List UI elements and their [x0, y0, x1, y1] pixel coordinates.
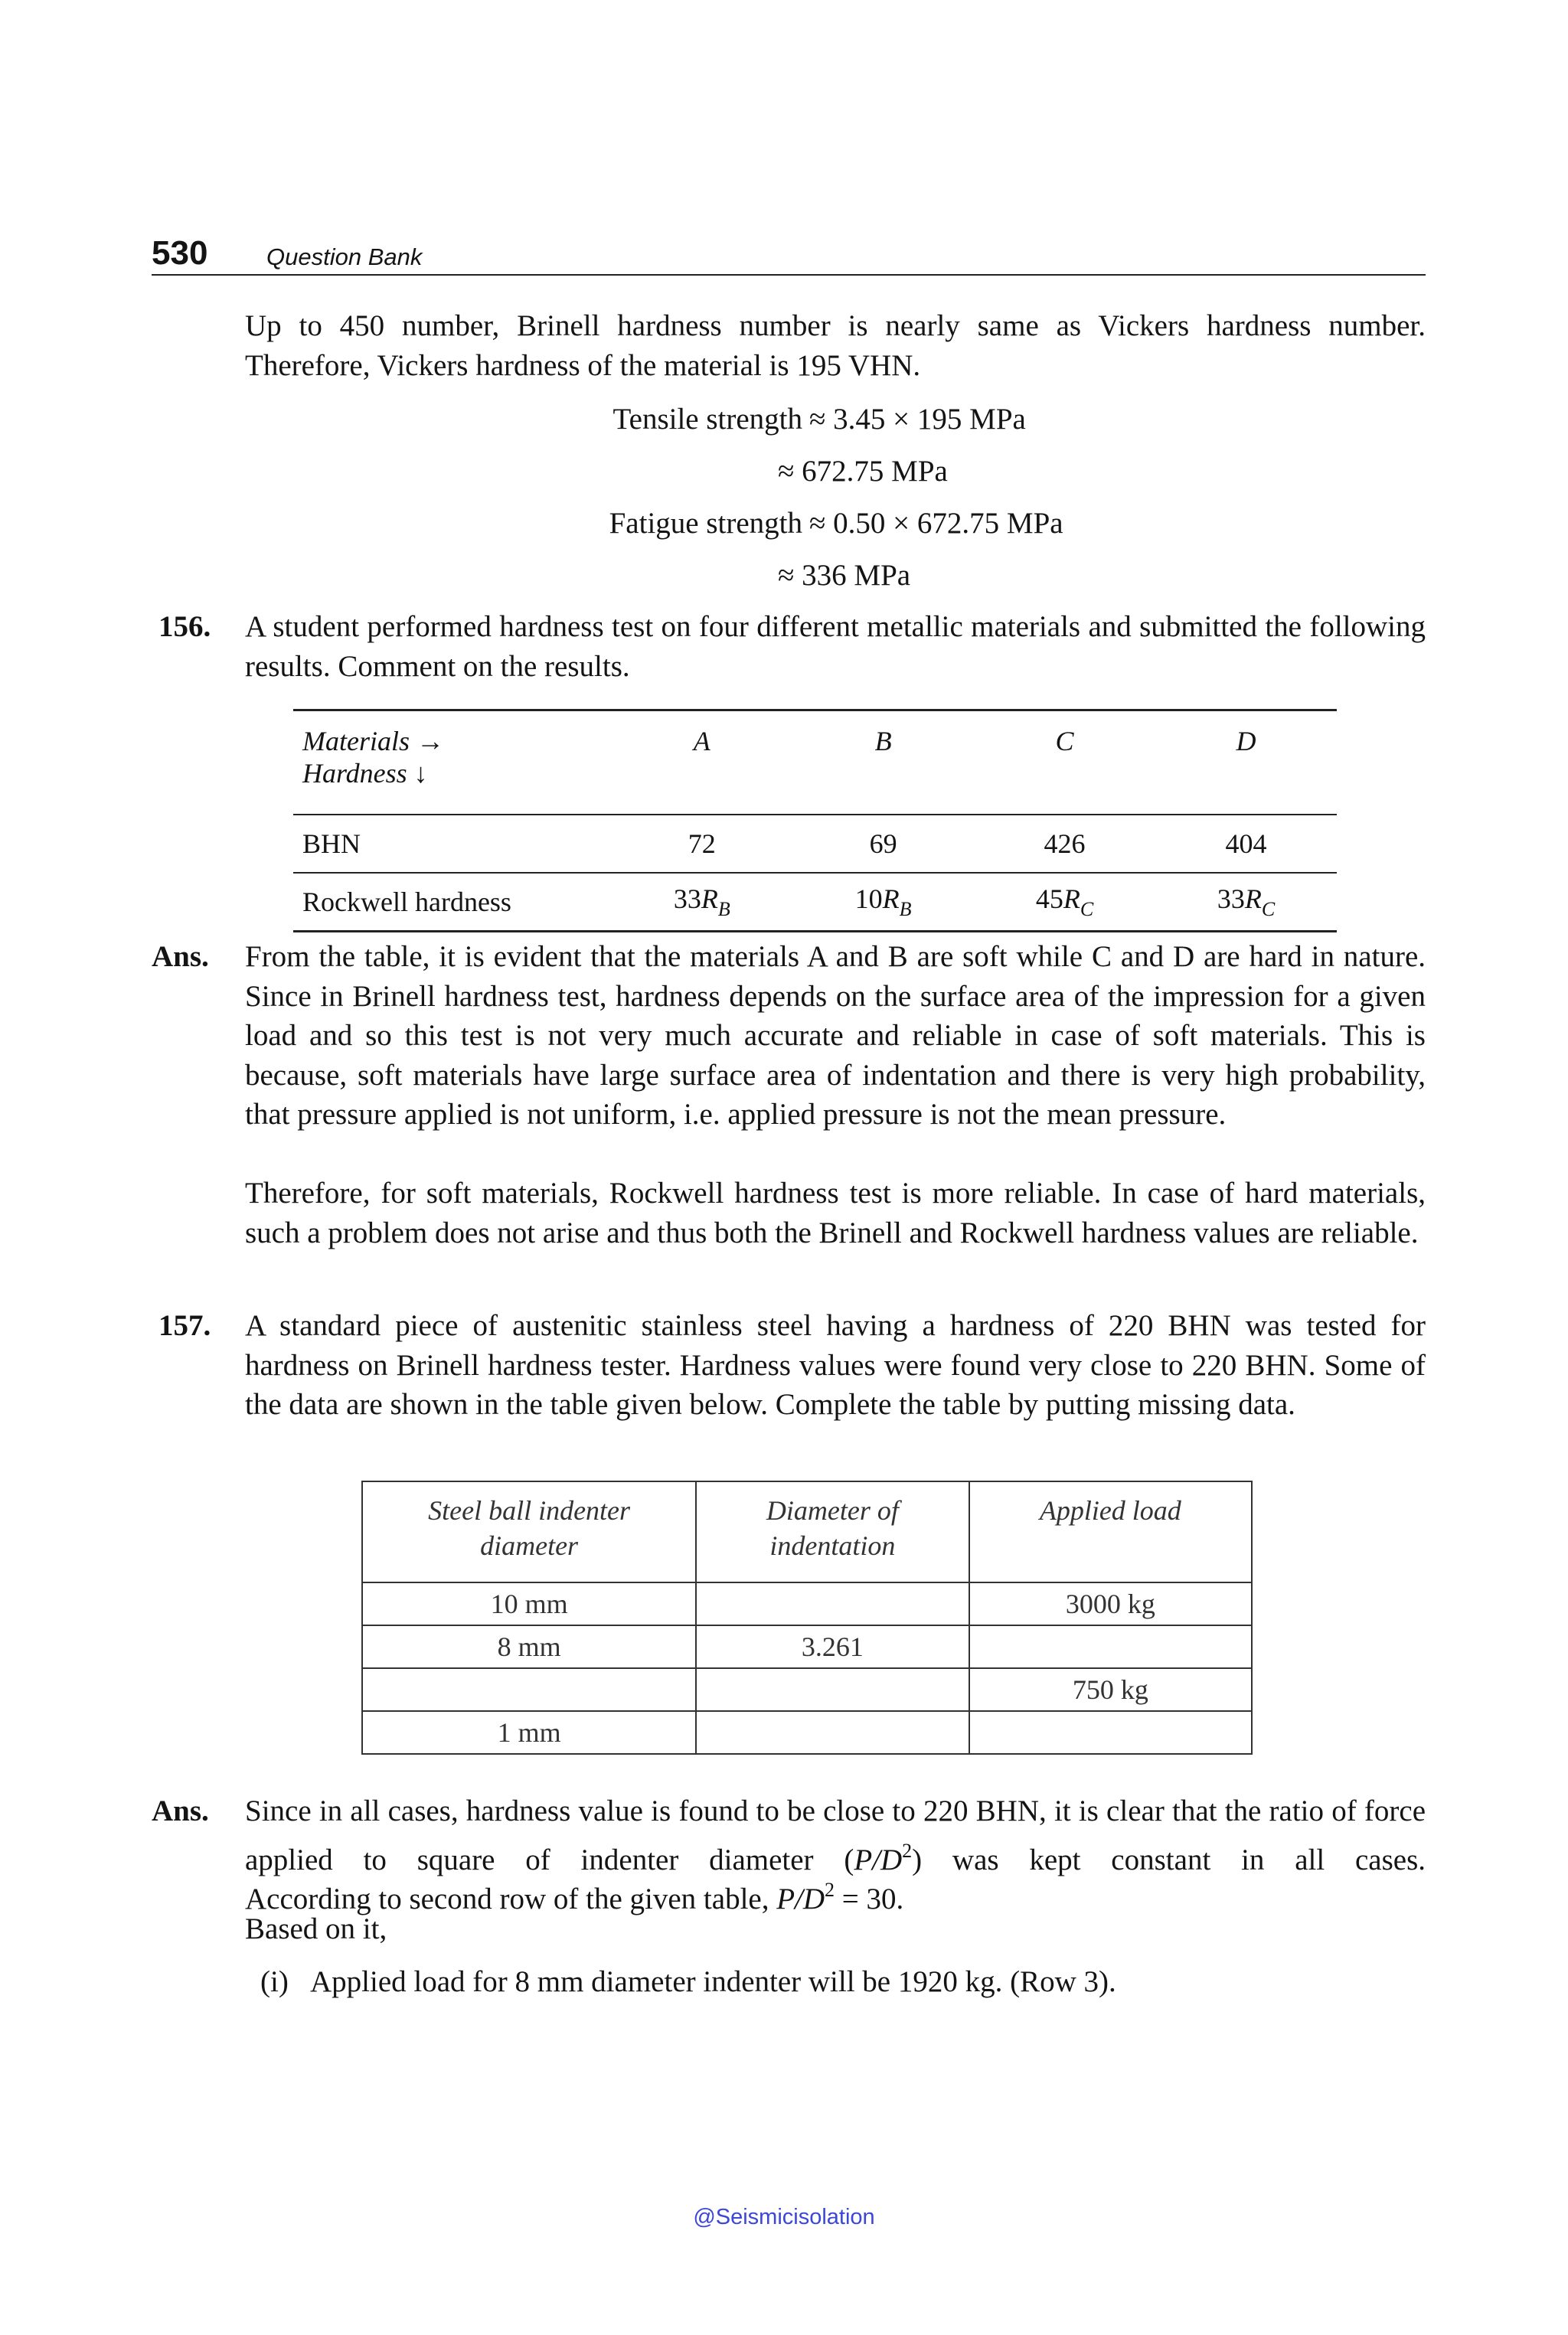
eq-tensile-lhs: Tensile strength — [612, 403, 802, 436]
answer-157-p1-pd: P/D — [854, 1843, 903, 1876]
header-indentation-line1: Diameter of — [766, 1495, 899, 1526]
row1-indenter: 10 mm — [362, 1582, 696, 1625]
page-number: 530 — [152, 234, 208, 272]
rockwell-d-value: 33 — [1217, 883, 1245, 914]
bhn-a: 72 — [611, 815, 792, 873]
bhn-c: 426 — [974, 815, 1155, 873]
answer-156-label: Ans. — [152, 940, 209, 973]
answer-156-paragraph-2: Therefore, for soft materials, Rockwell hardness test is more reliable. In case of hard materials, such a problem does not arise and thus both the Brinell and Rockwell hardness values are reliable. — [245, 1177, 1426, 1249]
eq-fatigue-rhs: ≈ 0.50 × 672.75 MPa — [809, 507, 1063, 540]
rockwell-b-value: 10 — [854, 883, 883, 914]
corner-materials: Materials → — [302, 726, 444, 756]
answer-157-p2-start: According to second row of the given table, — [245, 1883, 777, 1915]
table-row-bhn — [293, 815, 1337, 873]
rockwell-a — [611, 873, 792, 932]
intro-paragraph: Up to 450 number, Brinell hardness number is nearly same as Vickers hardness number. Therefore, Vickers hardness of the material is 195 VHN. — [245, 309, 1426, 382]
rockwell-c — [974, 873, 1155, 932]
row3-load: 750 kg — [969, 1668, 1252, 1711]
eq-fatigue-result: ≈ 336 MPa — [778, 559, 911, 592]
rockwell-a-value: 33 — [673, 883, 701, 914]
corner-hardness: Hardness ↓ — [302, 758, 428, 789]
rockwell-d-scale: C — [1261, 898, 1276, 920]
eq-fatigue-lhs: Fatigue strength — [609, 507, 802, 540]
brinell-header-row — [362, 1481, 1252, 1582]
hardness-results-table — [293, 709, 1337, 932]
rockwell-c-value: 45 — [1035, 883, 1063, 914]
answer-157-p1-start: Since in all cases, hardness value is found to be close to 220 BHN, it is clear that the ratio of force applied to square of indenter diameter ( — [245, 1795, 1426, 1876]
question-157-text: A standard piece of austenitic stainless steel having a hardness of 220 BHN was tested for hardness on Brinell hardness tester. Hardness values were found very close to 220 BHN. Some of the data are shown in the table given below. Complete the table by putting missing data. — [245, 1309, 1426, 1421]
rockwell-d-symbol: R — [1244, 883, 1262, 914]
col-header-a: A — [611, 710, 792, 815]
question-156-number: 156. — [158, 610, 211, 643]
answer-157-p1-end: ) was kept constant in all cases. — [912, 1843, 1426, 1876]
col-header-d: D — [1155, 710, 1337, 815]
brinell-row-4 — [362, 1711, 1252, 1754]
answer-157-item-i-text: Applied load for 8 mm diameter indenter will be 1920 kg. (Row 3). — [310, 1965, 1116, 1998]
bhn-d: 404 — [1155, 815, 1337, 873]
header-indentation-line2: indentation — [769, 1530, 896, 1561]
header-indentation-diameter — [696, 1481, 969, 1582]
answer-157-p2-exp: 2 — [825, 1879, 835, 1901]
rockwell-d — [1155, 873, 1337, 932]
answer-157-paragraph-1 — [245, 1791, 1426, 1879]
row1-load: 3000 kg — [969, 1582, 1252, 1625]
eq-fatigue — [0, 504, 802, 543]
watermark: @Seismicisolation — [693, 2205, 875, 2229]
brinell-data-table — [361, 1481, 1253, 1755]
row3-indentation — [696, 1668, 969, 1711]
row-label-bhn: BHN — [293, 815, 611, 873]
row3-indenter — [362, 1668, 696, 1711]
row2-indenter: 8 mm — [362, 1625, 696, 1668]
answer-157-p2-end: = 30. — [835, 1883, 904, 1915]
answer-156-paragraph-1: From the table, it is evident that the materials A and B are soft while C and D are hard in nature. Since in Brinell hardness test, hardness depends on the surface area of the impression for a given load and so this test is not very much accurate and reliable in case of soft materials. This is because, soft materials have large surface area of indentation and there is very high probability, that pressure applied is not uniform, i.e. applied pressure is not the mean pressure. — [245, 940, 1426, 1131]
header-indenter-line2: diameter — [480, 1530, 579, 1561]
table-header-row — [293, 710, 1337, 815]
table-row-rockwell — [293, 873, 1337, 932]
eq-tensile — [0, 400, 802, 439]
row2-indentation: 3.261 — [696, 1625, 969, 1668]
header-indenter-diameter — [362, 1481, 696, 1582]
row2-load — [969, 1625, 1252, 1668]
answer-157-p1-exp: 2 — [902, 1839, 913, 1862]
row4-load — [969, 1711, 1252, 1754]
rockwell-b-symbol: R — [882, 883, 900, 914]
row4-indenter: 1 mm — [362, 1711, 696, 1754]
eq-tensile-result: ≈ 672.75 MPa — [778, 455, 948, 488]
row-label-rockwell: Rockwell hardness — [293, 873, 611, 932]
brinell-row-2 — [362, 1625, 1252, 1668]
row4-indentation — [696, 1711, 969, 1754]
rockwell-a-symbol: R — [701, 883, 718, 914]
header-indenter-line1: Steel ball indenter — [428, 1495, 631, 1526]
answer-157-p2-pd: P/D — [776, 1883, 825, 1915]
header-applied-load: Applied load — [969, 1481, 1252, 1582]
rockwell-c-scale: C — [1080, 898, 1094, 920]
running-head: Question Bank — [266, 243, 423, 270]
brinell-row-1 — [362, 1582, 1252, 1625]
rockwell-c-symbol: R — [1063, 883, 1080, 914]
answer-157-paragraph-3: Based on it, — [245, 1912, 387, 1945]
eq-tensile-rhs: ≈ 3.45 × 195 MPa — [809, 403, 1026, 436]
question-156-text: A student performed hardness test on four different metallic materials and submitted the following results. Comment on the results. — [245, 610, 1426, 683]
col-header-c: C — [974, 710, 1155, 815]
bhn-b: 69 — [792, 815, 974, 873]
col-header-b: B — [792, 710, 974, 815]
question-157-number: 157. — [158, 1309, 211, 1342]
corner-cell — [293, 710, 611, 815]
answer-157-item-i-label: (i) — [260, 1965, 289, 1998]
rockwell-b — [792, 873, 974, 932]
rockwell-b-scale: B — [899, 898, 912, 920]
page-header — [152, 230, 1426, 276]
answer-157-label: Ans. — [152, 1795, 209, 1827]
brinell-row-3 — [362, 1668, 1252, 1711]
row1-indentation — [696, 1582, 969, 1625]
rockwell-a-scale: B — [717, 898, 730, 920]
